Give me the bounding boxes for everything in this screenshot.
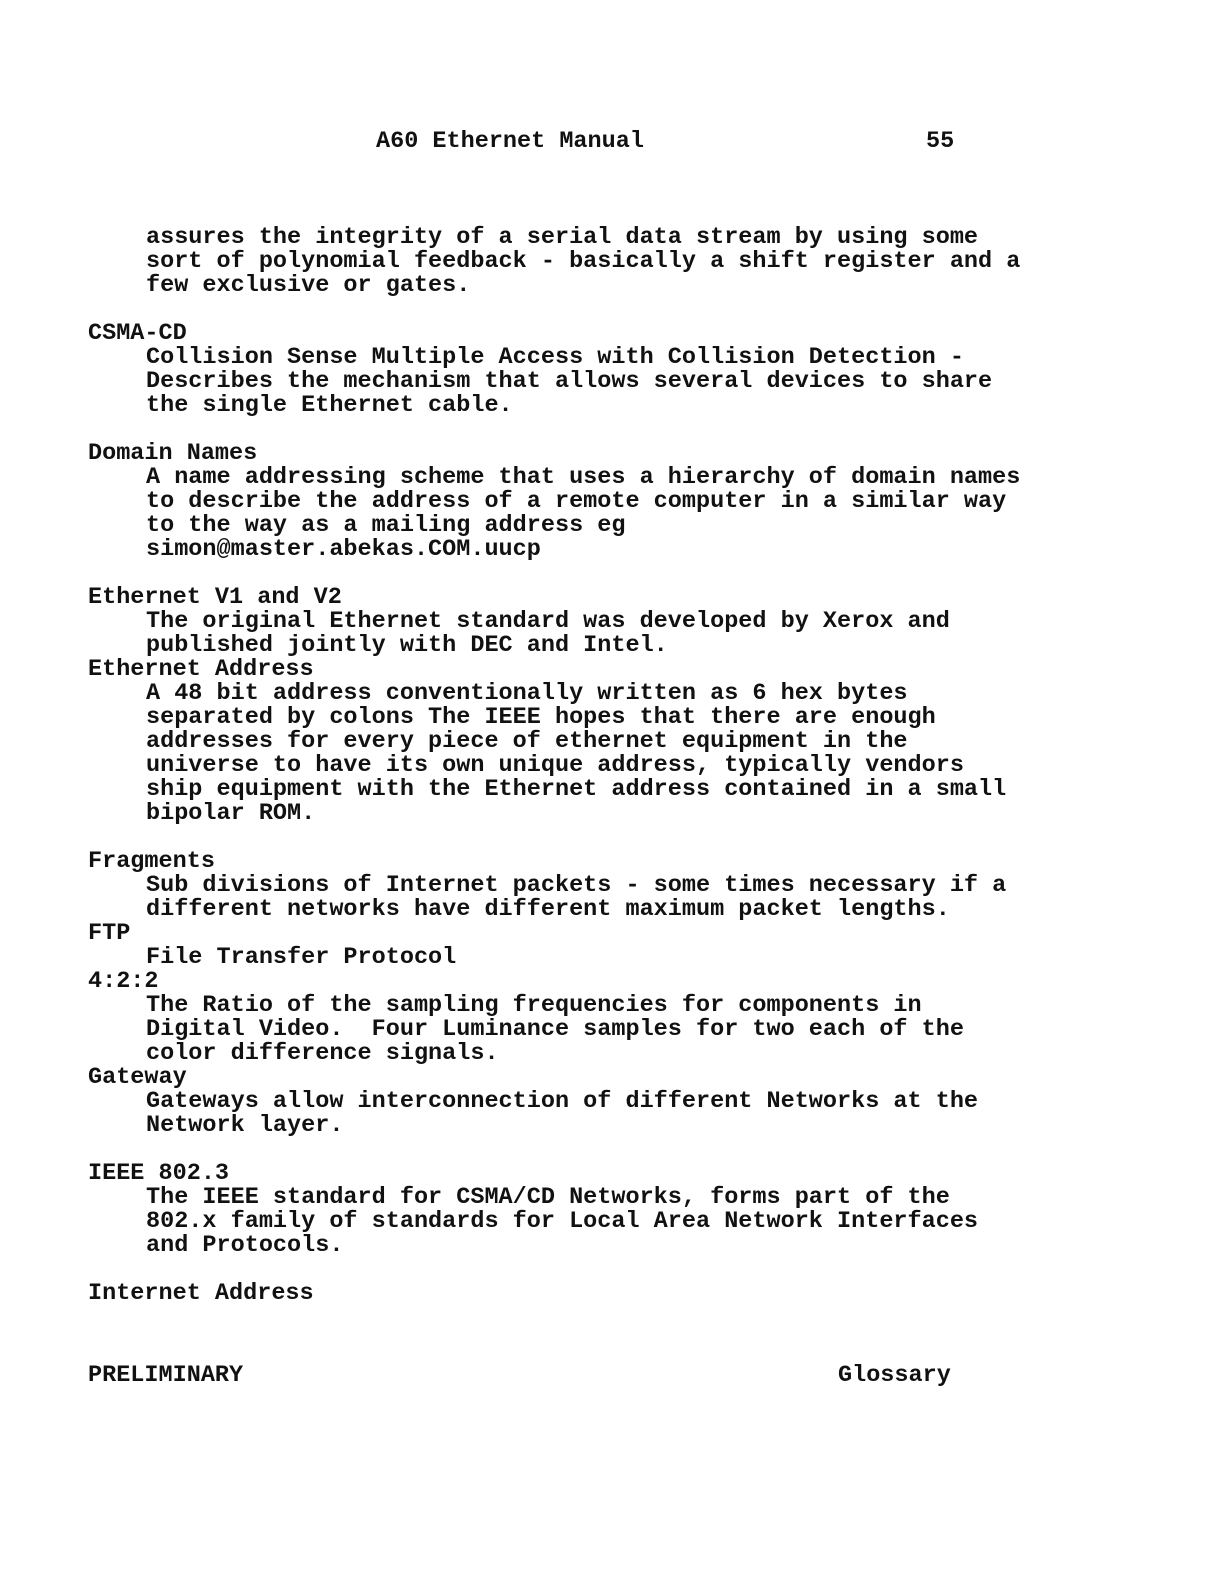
glossary-entry <box>88 922 1148 970</box>
glossary-entry <box>88 1282 1148 1306</box>
glossary-entry <box>88 1162 1148 1282</box>
glossary-definition-line: separated by colons The IEEE hopes that there are enough <box>146 704 936 731</box>
glossary-definition-line: The IEEE standard for CSMA/CD Networks, forms part of the <box>146 1184 950 1211</box>
glossary-definition-line: color difference signals. <box>146 1040 499 1067</box>
glossary-definition-line: different networks have different maximum packet lengths. <box>146 896 950 923</box>
page-header <box>0 130 1224 156</box>
entry-spacer <box>88 1258 1148 1282</box>
entry-spacer <box>88 1138 1148 1162</box>
glossary-list <box>88 226 1148 1306</box>
glossary-definition-line: File Transfer Protocol <box>146 944 457 971</box>
glossary-term: Ethernet V1 and V2 <box>88 584 342 611</box>
glossary-definition-line: Gateways allow interconnection of different Networks at the <box>146 1088 979 1115</box>
glossary-definition-line: to describe the address of a remote computer in a similar way <box>146 488 1007 515</box>
glossary-term: Gateway <box>88 1064 187 1091</box>
glossary-term: Fragments <box>88 848 215 875</box>
footer-section-label: Glossary <box>838 1362 951 1389</box>
glossary-entry <box>88 226 1148 322</box>
glossary-definition-line: few exclusive or gates. <box>146 272 471 299</box>
glossary-definition-line: simon@master.abekas.COM.uucp <box>146 536 541 563</box>
glossary-definition-line: 802.x family of standards for Local Area Network Interfaces <box>146 1208 979 1235</box>
glossary-term: CSMA-CD <box>88 320 187 347</box>
glossary-term: FTP <box>88 920 131 947</box>
entry-spacer <box>88 826 1148 850</box>
glossary-definition-line: sort of polynomial feedback - basically a shift register and a <box>146 248 1021 275</box>
glossary-entry <box>88 322 1148 442</box>
glossary-definition-line: published jointly with DEC and Intel. <box>146 632 668 659</box>
glossary-definition-line: addresses for every piece of ethernet equipment in the <box>146 728 908 755</box>
glossary-definition-line: The original Ethernet standard was developed by Xerox and <box>146 608 950 635</box>
glossary-definition-line: Network layer. <box>146 1112 344 1139</box>
document-title: A60 Ethernet Manual <box>376 128 644 155</box>
glossary-definition-line: bipolar ROM. <box>146 800 316 827</box>
glossary-definition-line: A 48 bit address conventionally written as 6 hex bytes <box>146 680 908 707</box>
glossary-term: 4:2:2 <box>88 968 159 995</box>
glossary-entry <box>88 586 1148 658</box>
glossary-term: IEEE 802.3 <box>88 1160 230 1187</box>
glossary-definition-line: ship equipment with the Ethernet address contained in a small <box>146 776 1007 803</box>
glossary-definition-line: to the way as a mailing address eg <box>146 512 626 539</box>
entry-spacer <box>88 562 1148 586</box>
glossary-definition-line: universe to have its own unique address, typically vendors <box>146 752 964 779</box>
glossary-definition-line: A name addressing scheme that uses a hierarchy of domain names <box>146 464 1021 491</box>
glossary-definition-line: Sub divisions of Internet packets - some times necessary if a <box>146 872 1007 899</box>
glossary-definition-line: and Protocols. <box>146 1232 344 1259</box>
footer-status-label: PRELIMINARY <box>88 1362 244 1389</box>
glossary-definition-line: The Ratio of the sampling frequencies for components in <box>146 992 922 1019</box>
glossary-term: Internet Address <box>88 1280 314 1307</box>
glossary-entry <box>88 970 1148 1066</box>
glossary-entry <box>88 442 1148 586</box>
glossary-definition-line: Describes the mechanism that allows several devices to share <box>146 368 993 395</box>
glossary-entry <box>88 658 1148 850</box>
glossary-entry <box>88 1066 1148 1162</box>
entry-spacer <box>88 418 1148 442</box>
glossary-definition-line: the single Ethernet cable. <box>146 392 513 419</box>
glossary-term: Ethernet Address <box>88 656 314 683</box>
glossary-definition-line: assures the integrity of a serial data stream by using some <box>146 224 979 251</box>
glossary-definition-line: Digital Video. Four Luminance samples for two each of the <box>146 1016 964 1043</box>
page-footer <box>0 1364 1224 1390</box>
glossary-term: Domain Names <box>88 440 258 467</box>
entry-spacer <box>88 298 1148 322</box>
glossary-entry <box>88 850 1148 922</box>
glossary-definition-line: Collision Sense Multiple Access with Collision Detection - <box>146 344 964 371</box>
page-number: 55 <box>926 128 955 155</box>
